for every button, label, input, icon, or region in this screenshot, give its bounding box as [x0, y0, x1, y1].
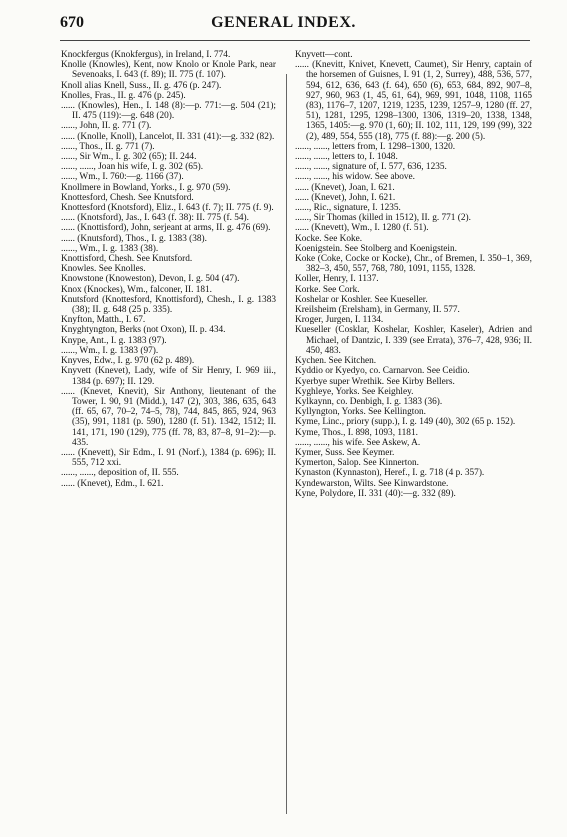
- index-entry: Knyvett—cont.: [295, 50, 353, 60]
- index-entry: ...... (Knowles), Hen., I. 148 (8):—p. 771:—g. 504 (21); II. 475 (119):—g. 648 (20).: [61, 101, 276, 122]
- index-column-left: [61, 50, 276, 489]
- index-entry: Kymerton, Salop. See Kinnerton.: [295, 458, 419, 469]
- index-entry: ......, Thos., II. g. 771 (7).: [61, 141, 155, 152]
- index-entry: ...... (Knevet), Joan, I. 621.: [295, 182, 395, 193]
- index-entry: ...... (Knolle, Knoll), Lancelot, II. 331 (41):—g. 332 (82).: [61, 131, 275, 142]
- index-entry: Kylkaynn, co. Denbigh, I. g. 1383 (36).: [295, 396, 443, 407]
- index-entry: Knockfergus (Knokfergus), in Ireland, I. 774.: [61, 50, 231, 60]
- index-entry: Kyme, Thos., I. 898, 1093, 1181.: [295, 427, 418, 438]
- index-entry: ......, ......, his wife. See Askew, A.: [295, 437, 421, 448]
- index-entry: Koller, Henry, I. 1137.: [295, 274, 379, 285]
- index-entry: ......, Wm., I. g. 1383 (38).: [61, 243, 159, 254]
- index-entry: Knollmere in Bowland, Yorks., I. g. 970 (59).: [61, 182, 231, 193]
- index-entry: Kyddio or Kyedyo, co. Carnarvon. See Ceidio.: [295, 366, 470, 377]
- index-entry: Knottesford (Knotsford), Eliz., I. 643 (f. 7); II. 775 (f. 9).: [61, 203, 274, 214]
- running-title: GENERAL INDEX.: [211, 14, 356, 31]
- index-entry: Knyghtyngton, Berks (not Oxon), II. p. 434.: [61, 325, 226, 336]
- index-entry: ......, Ric., signature, I. 1235.: [295, 203, 401, 214]
- index-entry: Kyme, Linc., priory (supp.), I. g. 149 (40), 302 (65 p. 152).: [295, 417, 516, 428]
- index-entry: ...... (Knevet, Knevit), Sir Anthony, lieutenant of the Tower, I. 90, 91 (Midd.), 147 (2), 303, 386, 635, 643 (ff. 65, 67, 70–2, 74–5, 78), 744, 845, 865, 924, 963 (35), 991, 1181 (p. 590), 1280 (f. 51). 1342, 1512; II. 141, 171, 190 (129), 775 (ff. 78, 83, 87–8, 91–2):—p. 435.: [61, 386, 276, 448]
- index-entry: ...... (Knevitt, Knivet, Knevett, Caumet), Sir Henry, captain of the horsemen of Guisnes, I. 91 (1, 2, Surrey), 488, 536, 577, 594, 612, 636, 643 (f. 64), 650 (6), 653, 684, 892, 907–8, 927, 960, 963 (1, 45, 61, 64), 969, 991, 1048, 1108, 1165 (83), 1176–7, 1207, 1219, 1235, 1239, 1257–9, 1280 (ff. 27, 51), 1281, 1295, 1298–1300, 1306, 1319–20, 1338, 1348, 1365, 1405:—g. 970 (1, 60); II. 102, 111, 129, 199 (99), 322 (2), 489, 554, 555 (18), 775 (f. 88):—g. 200 (5).: [295, 60, 532, 142]
- index-entry: Kychen. See Kitchen.: [295, 356, 377, 367]
- index-entry: Kreilsheim (Erelsham), in Germany, II. 577.: [295, 305, 460, 316]
- page-header: [0, 14, 567, 40]
- index-entry: Knowstone (Knoweston), Devon, I. g. 504 (47).: [61, 274, 240, 285]
- index-entry: Knyvett (Knevet), Lady, wife of Sir Henry, I. 969 iii., 1384 (p. 697); II. 129.: [61, 366, 276, 387]
- index-column-right: [295, 50, 532, 499]
- index-entry: ......, ......, signature of, I. 577, 636, 1235.: [295, 162, 447, 173]
- index-entry: Kyllyngton, Yorks. See Kellington.: [295, 407, 426, 418]
- index-entry: ......, ......, his widow. See above.: [295, 172, 415, 183]
- index-entry: Koenigstein. See Stolberg and Koenigstein.: [295, 243, 457, 254]
- index-entry: ......, John, II. g. 771 (7).: [61, 121, 152, 132]
- index-entry: ...... (Knottisford), John, serjeant at arms, II. g. 476 (69).: [61, 223, 271, 234]
- index-entry: Knyfton, Matth., I. 67.: [61, 315, 146, 326]
- index-entry: Kyne, Polydore, II. 331 (40):—g. 332 (89).: [295, 488, 456, 499]
- index-entry: Kocke. See Koke.: [295, 233, 363, 244]
- index-entry: Knowles. See Knolles.: [61, 264, 146, 275]
- index-entry: ......, ......, letters to, I. 1048.: [295, 152, 398, 163]
- index-entry: Knutsford (Knottesford, Knottisford), Chesh., I. g. 1383 (38); II. g. 648 (25 p. 335).: [61, 294, 276, 316]
- index-entry: ...... (Knevett), Sir Edm., I. 91 (Norf.), 1384 (p. 696); II. 555, 712 xxi.: [61, 447, 276, 469]
- index-entry: Kyerbye super Wrethik. See Kirby Bellers.: [295, 376, 455, 387]
- index-entry: Kyndewarston, Wilts. See Kinwardstone.: [295, 478, 449, 489]
- index-entry: Knyves, Edw., I. g. 970 (62 p. 489).: [61, 356, 195, 367]
- index-entry: ......, ......, letters from, I. 1298–1300, 1320.: [295, 141, 456, 152]
- index-entry: ......, Wm., I. g. 1383 (97).: [61, 345, 159, 356]
- index-entry: Knottisford, Chesh. See Knutsford.: [61, 254, 193, 265]
- index-entry: Knolles, Fras., II. g. 476 (p. 245).: [61, 90, 186, 101]
- index-entry: ...... (Knutsford), Thos., I. g. 1383 (38).: [61, 233, 207, 244]
- column-divider: [286, 74, 287, 814]
- index-entry: Knoll alias Knell, Suss., II. g. 476 (p. 247).: [61, 80, 222, 91]
- index-entry: ......, ......, deposition of, II. 555.: [61, 468, 179, 479]
- index-entry: ......, Sir Wm., I. g. 302 (65); II. 244.: [61, 152, 197, 163]
- index-entry: ......, Wm., I. 760:—g. 1166 (37).: [61, 172, 184, 183]
- index-entry: Knottesford, Chesh. See Knutsford.: [61, 192, 194, 203]
- index-entry: Knype, Ant., I. g. 1383 (97).: [61, 335, 167, 346]
- header-rule: [60, 40, 530, 41]
- index-entry: ...... (Knotsford), Jas., I. 643 (f. 38): II. 775 (f. 54).: [61, 213, 249, 224]
- index-entry: ...... (Knevet), John, I. 621.: [295, 192, 396, 203]
- index-entry: ...... (Knevet), Edm., I. 621.: [61, 478, 164, 489]
- index-entry: Knox (Knockes), Wm., falconer, II. 181.: [61, 284, 213, 295]
- page-number: 670: [60, 14, 84, 31]
- index-entry: Kynaston (Kynnaston), Heref., I. g. 718 (4 p. 357).: [295, 468, 485, 479]
- index-entry: Koshelar or Koshler. See Kueseller.: [295, 294, 428, 305]
- index-entry: Knolle (Knowles), Kent, now Knolo or Knole Park, near Sevenoaks, I. 643 (f. 89); II. 775 (f. 107).: [61, 60, 276, 81]
- index-entry: Korke. See Cork.: [295, 284, 360, 295]
- index-entry: Kueseller (Cosklar, Koshelar, Koshler, Kaseler), Adrien and Michael, of Dantzic, I. 339 (see Errata), 376–7, 428, 936; II. 450, 483.: [295, 325, 532, 356]
- index-entry: ......, Sir Thomas (killed in 1512), II. g. 771 (2).: [295, 213, 471, 224]
- index-entry: Koke (Coke, Cocke or Kocke), Chr., of Bremen, I. 350–1, 369, 382–3, 450, 557, 768, 780, 1091, 1155, 1328.: [295, 254, 532, 275]
- index-entry: ...... (Knevett), Wm., I. 1280 (f. 51).: [295, 223, 429, 234]
- index-entry: Kymer, Suss. See Keymer.: [295, 447, 395, 458]
- index-entry: Kroger, Jurgen, I. 1134.: [295, 315, 384, 326]
- index-entry: Kyghleye, Yorks. See Keighley.: [295, 386, 414, 397]
- index-entry: ......, ......, Joan his wife, I. g. 302 (65).: [61, 162, 204, 173]
